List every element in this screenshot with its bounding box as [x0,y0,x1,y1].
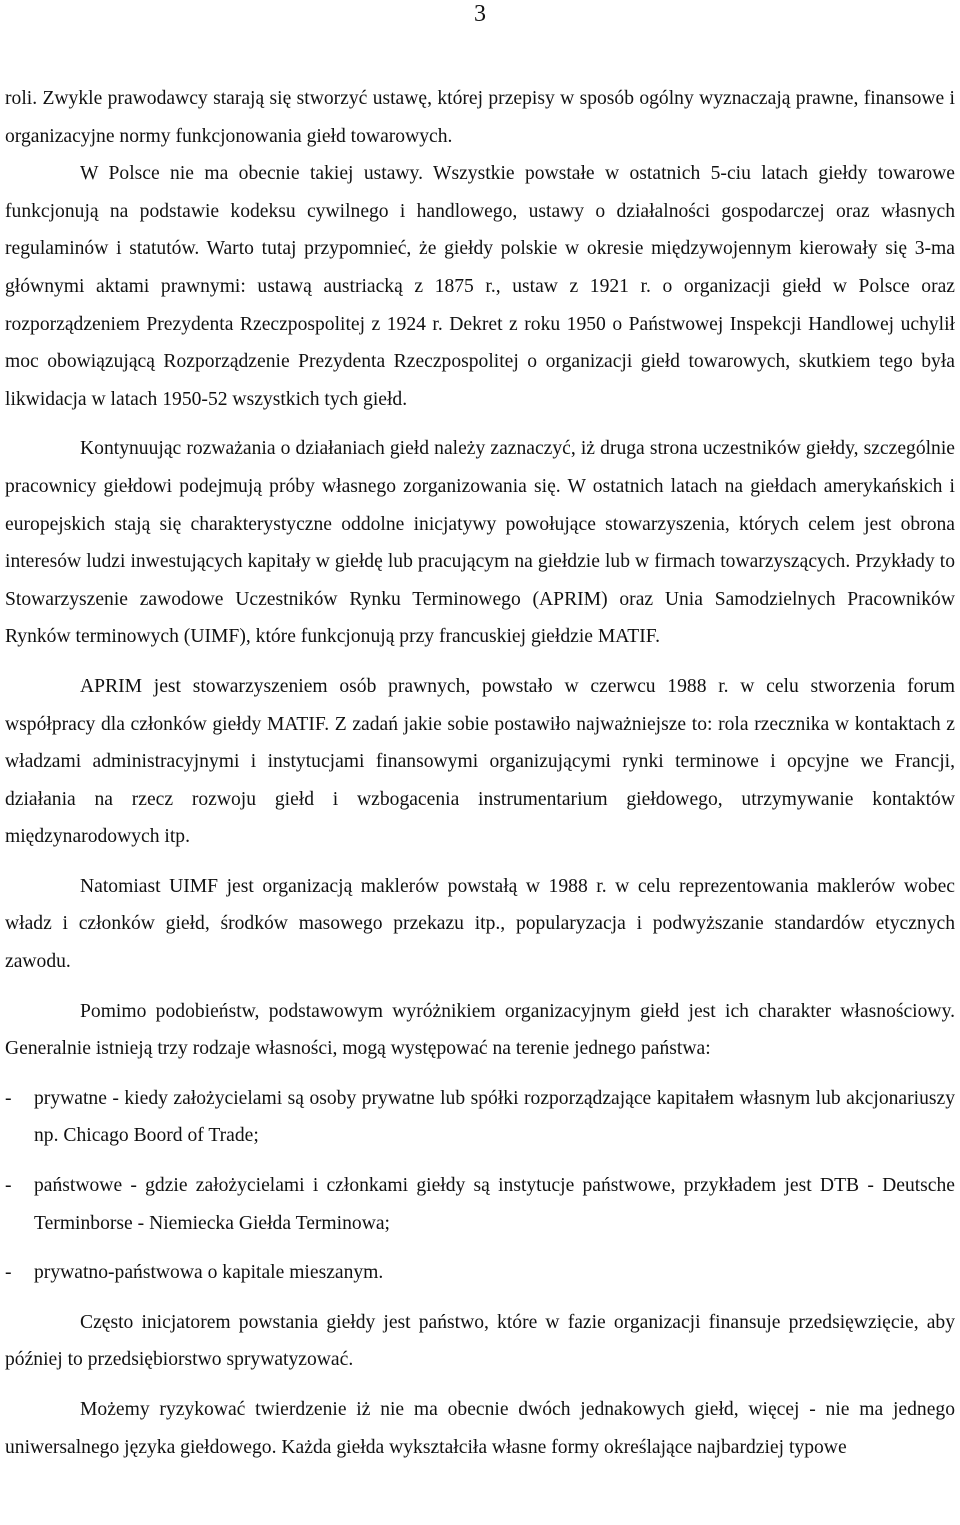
paragraph-2: W Polsce nie ma obecnie takiej ustawy. Wszystkie powstałe w ostatnich 5-ciu latach giełdy towarowe funkcjonują na podstawie kodeksu cywilnego i handlowego, ustawy o działalności gospodarczej oraz własnych regulaminów i statutów. Warto tutaj przypomnieć, że giełdy polskie w okresie międzywojennym kierowały się 3-ma głównymi aktami prawnymi: ustawą austriacką z 1875 r., ustaw z 1921 r. o organizacji giełd w Polsce oraz rozporządzeniem Prezydenta Rzeczpospolitej z 1924 r. Dekret z roku 1950 o Państwowej Inspekcji Handlowej uchylił moc obowiązującą Rozporządzenie Prezydenta Rzeczpospolitej o organizacji giełd towarowych, skutkiem tego była likwidacja w latach 1950-52 wszystkich tych giełd. [5,163,955,410]
list-dash: - [5,1175,12,1197]
paragraph-7: Często inicjatorem powstania giełdy jest państwo, które w fazie organizacji finansuje przedsięwzięcie, aby później to przedsiębiorstwo sprywatyzować. [5,1311,955,1371]
paragraph-3: Kontynuując rozważania o działaniach giełd należy zaznaczyć, iż druga strona uczestników giełdy, szczególnie pracownicy giełdowi podejmują próby własnego zorganizowania się. W ostatnich latach na giełdach amerykańskich i europejskich stają się charakterystyczne oddolne inicjatywy powołujące stowarzyszenia, których celem jest obrona interesów ludzi inwestujących kapitały w giełdę lub pracującym na giełdzie lub w firmach towarzyszących. Przykłady to Stowarzyszenie zawodowe Uczestników Rynku Terminowego (APRIM) oraz Unia Samodzielnych Pracowników Rynków terminowych (UIMF), które funkcjonują przy francuskiej giełdzie MATIF. [5,438,955,648]
list-dash: - [5,1262,12,1284]
page-number: 3 [474,1,486,27]
paragraph-8: Możemy ryzykować twierdzenie iż nie ma obecnie dwóch jednakowych giełd, więcej - nie ma jednego uniwersalnego języka giełdowego. Każda giełda wykształciła własne formy określające najbardziej typowe [5,1399,955,1458]
paragraph-1: roli. Zwykle prawodawcy starają się stworzyć ustawę, której przepisy w sposób ogólny wyznaczają prawne, finansowe i organizacyjne normy funkcjonowania giełd towarowych. [5,88,955,147]
list-item-text: prywatno-państwowa o kapitale mieszanym. [34,1262,384,1284]
paragraph-5: Natomiast UIMF jest organizacją maklerów powstałą w 1988 r. w celu reprezentowania maklerów wobec władz i członków giełd, środków masowego przekazu itp., popularyzacja i podwyższanie standardów etycznych zawodu. [5,875,955,973]
paragraph-4: APRIM jest stowarzyszeniem osób prawnych, powstało w czerwcu 1988 r. w celu stworzenia forum współpracy dla członków giełdy MATIF. Z zadań jakie sobie postawiło najważniejsze to: rola rzecznika w kontaktach z władzami administracyjnymi i instytucjami finansowymi organizującymi rynki terminowe i opcyjne we Francji, działania na rzecz rozwoju giełd i wzbogacenia instrumentarium giełdowego, utrzymywanie kontaktów międzynarodowych itp. [5,675,955,848]
document-body [5,80,955,1466]
list-dash: - [5,1087,12,1109]
paragraph-6: Pomimo podobieństw, podstawowym wyróżnikiem organizacyjnym giełd jest ich charakter własnościowy. Generalnie istnieją trzy rodzaje własności, mogą występować na terenie jednego państwa: [5,1000,955,1060]
list-item-mixed [5,1254,955,1292]
list-item-private [5,1080,955,1155]
list-item-text: państwowe - gdzie założycielami i członkami giełdy są instytucje państwowe, przykładem jest DTB - Deutsche Terminborse - Niemiecka Giełda Terminowa; [34,1175,955,1234]
list-item-state [5,1167,955,1242]
list-item-text: prywatne - kiedy założycielami są osoby prywatne lub spółki rozporządzające kapitałem własnym lub akcjonariuszy np. Chicago Boord of Trade; [34,1087,955,1147]
